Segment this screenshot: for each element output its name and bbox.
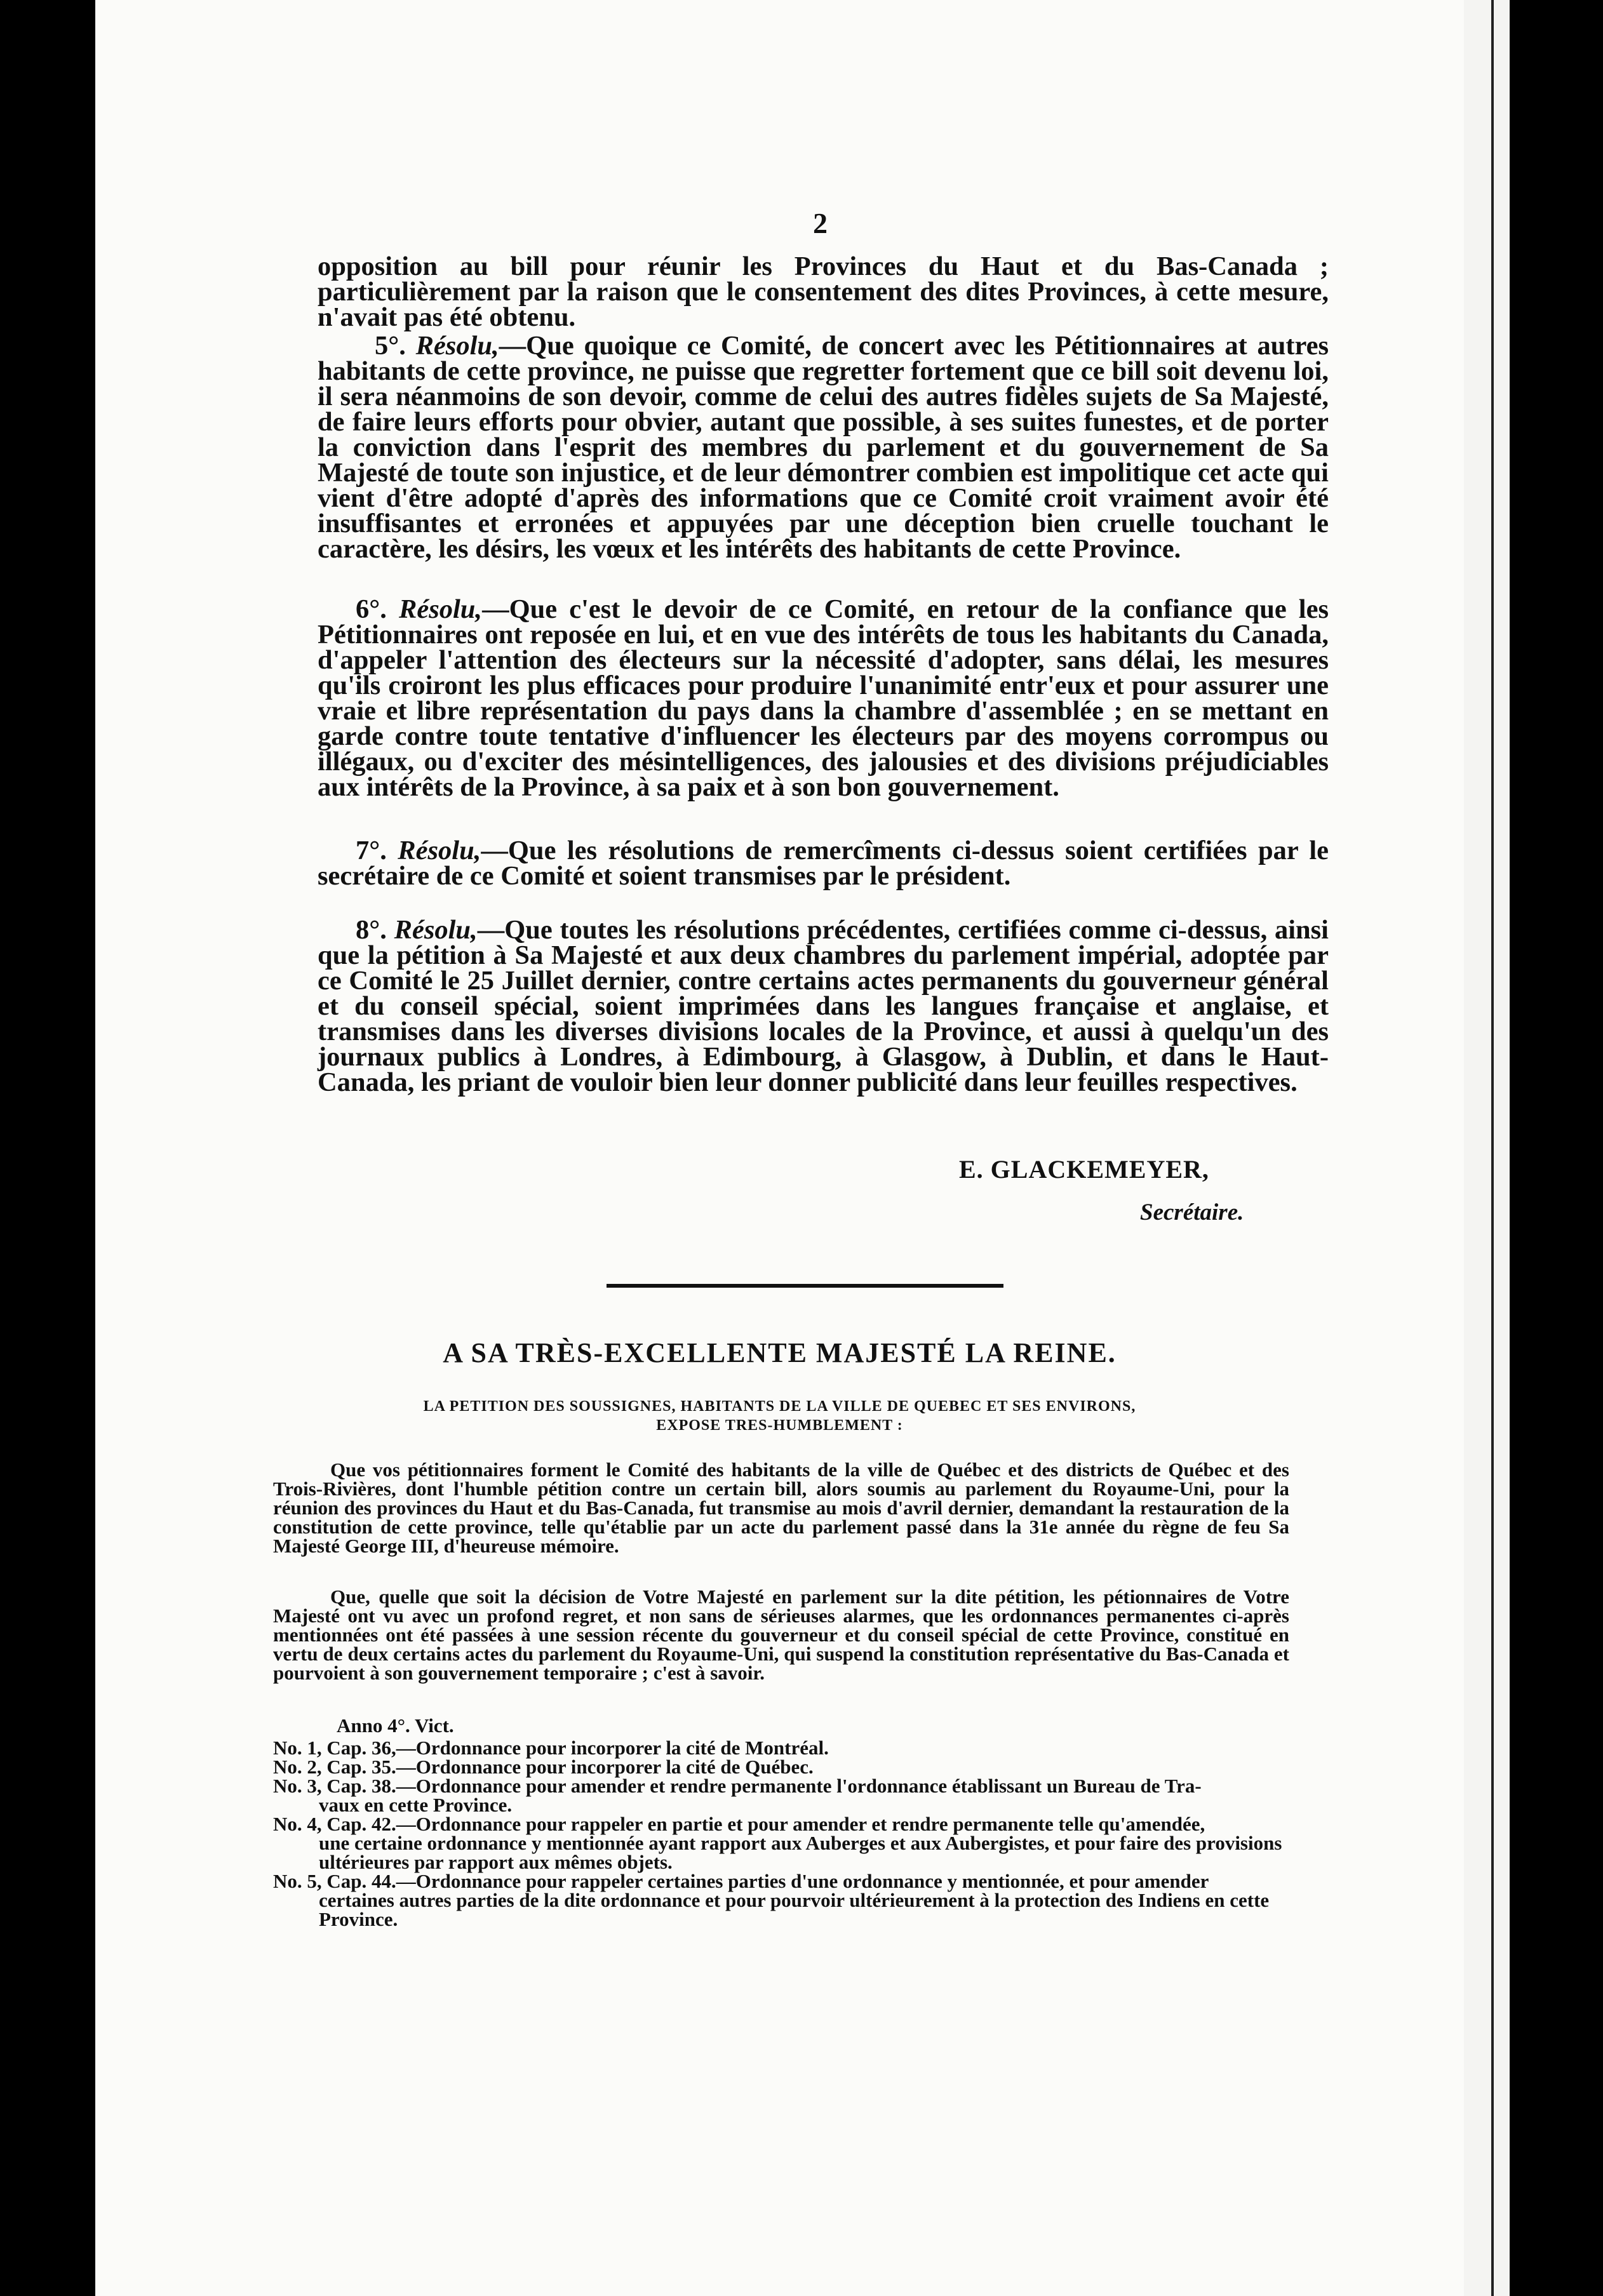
ordinance-text: —Ordonnance pour incorporer la cité de Montréal. bbox=[396, 1737, 829, 1759]
resolution-number: 7°. bbox=[356, 836, 387, 865]
resolution-number: 5°. bbox=[375, 331, 406, 361]
opening-paragraph bbox=[318, 251, 1329, 332]
resolution-5 bbox=[318, 333, 1329, 562]
page-number: 2 bbox=[813, 207, 828, 239]
list-item bbox=[273, 1739, 1289, 1758]
resolution-text: —Que les résolutions de remercîments ci-dessus soient certifiées par le secrétaire de ce Comité et soient transmises par le président. bbox=[318, 836, 1329, 891]
resolution-heading: Résolu, bbox=[415, 331, 499, 361]
petition-paragraph-1: Que vos pétitionnaires forment le Comité des habitants de la ville de Québec et des districts de Québec et des Trois-Rivières, dont l'humble pétition contre un certain bill, alors soumis au parlement du Royaume-Uni, pour la réunion des provinces du Haut et du Bas-Canada, fut transmise au mois d'avril dernier, demandant la restauration de la constitution de cette province, telle qu'établie par un acte du parlement passé dans la 31e année du règne de feu Sa Majesté George III, d'heureuse mémoire. bbox=[273, 1458, 1289, 1557]
resolution-number: 6°. bbox=[356, 594, 387, 624]
ordinance-ref: No. 2, Cap. 35. bbox=[273, 1756, 396, 1778]
resolution-number: 8°. bbox=[356, 915, 387, 945]
resolution-heading: Résolu, bbox=[398, 836, 481, 865]
ordinance-ref: No. 1, Cap. 36, bbox=[273, 1737, 396, 1759]
ordinance-list bbox=[273, 1739, 1289, 1929]
ordinance-ref: No. 5, Cap. 44. bbox=[273, 1870, 396, 1892]
ordinance-continuation: vaux en cette Province. bbox=[319, 1794, 513, 1816]
list-item bbox=[273, 1758, 1289, 1777]
resolution-heading: Résolu, bbox=[394, 915, 478, 945]
opening-text: opposition au bill pour réunir les Provinces du Haut et du Bas-Canada ; particulièrement par la raison que le consentement des dites Provinces, à cette mesure, n'avait pas été obtenu. bbox=[318, 251, 1329, 332]
facing-page-border bbox=[1491, 0, 1494, 2296]
ordinance-continuation: certaines autres parties de la dite ordonnance et pour pourvoir ultérieurement à la protection des Indiens en cette Province. bbox=[319, 1889, 1270, 1930]
list-item bbox=[273, 1777, 1289, 1815]
signature-title: Secrétaire. bbox=[1140, 1199, 1244, 1225]
ordinance-continuation: une certaine ordonnance y mentionnée ayant rapport aux Auberges et aux Aubergistes, et pour faire des provisions ultérieures par rapport aux mêmes objets. bbox=[319, 1832, 1282, 1873]
ordinance-ref: No. 3, Cap. 38. bbox=[273, 1775, 396, 1797]
list-item bbox=[273, 1872, 1289, 1929]
petition-title: A SA TRÈS-EXCELLENTE MAJESTÉ LA REINE. bbox=[443, 1337, 1117, 1368]
resolution-text: —Que quoique ce Comité, de concert avec les Pétitionnaires at autres habitants de cette province, ne puisse que regretter fortement que ce bill soit devenu loi, il sera néanmoins de son devoir, comme de celui des autres fidèles sujets de Sa Majesté, de faire leurs efforts pour obvier, autant que possible, à ses suites funestes, et de porter la conviction dans l'esprit des membres du parlement et du gouvernement de Sa Majesté de toute son injustice, et de leur démontrer combien est impolitique cet acte qui vient d'être adopté d'après des informations que ce Comité croit vraiment avoir été insuffisantes et erronées et appuyées par une déception bien cruelle touchant le caractère, les désirs, les vœux et les intérêts des habitants de cette Province. bbox=[318, 331, 1329, 564]
petition-paragraph-2: Que, quelle que soit la décision de Votre Majesté en parlement sur la dite pétition, les pétionnaires de Votre Majesté ont vu avec un profond regret, et non sans de sérieuses alarmes, que les ordonnances permanentes ci-après mentionnées ont été passées à une session récente du gouverneur et du conseil spécial de cette Province, constitué en vertu de deux certains actes du parlement du Royaume-Uni, qui suspend la constitution représentative du Bas-Canada et pourvoient à son gouvernement temporaire ; c'est à savoir. bbox=[273, 1585, 1289, 1684]
resolution-7 bbox=[318, 838, 1329, 889]
ordinance-text: —Ordonnance pour incorporer la cité de Québec. bbox=[396, 1756, 814, 1778]
facing-page-edge bbox=[1464, 0, 1510, 2296]
signature-name: E. GLACKEMEYER, bbox=[959, 1155, 1209, 1184]
resolution-8 bbox=[318, 915, 1329, 1097]
petition-subtitle: LA PETITION DES SOUSSIGNES, HABITANTS DE LA VILLE DE QUEBEC ET SES ENVIRONS, bbox=[423, 1398, 1136, 1415]
ordinance-text: —Ordonnance pour amender et rendre permanente l'ordonnance établissant un Bureau de Tra- bbox=[396, 1775, 1202, 1797]
resolution-text: —Que toutes les résolutions précédentes, certifiées comme ci-dessus, ainsi que la pétition à Sa Majesté et aux deux chambres du parlement impérial, adoptée par ce Comité le 25 Juillet dernier, contre certains actes permanents du gouverneur général et du conseil spécial, soient imprimées dans les langues française et anglaise, et transmises dans les diverses divisions locales de la Province, et aussi à quelqu'un des journaux publics à Londres, à Edimbourg, à Glasgow, à Dublin, et dans le Haut-Canada, les priant de vouloir bien leur donner publicité dans leur feuilles respectives. bbox=[318, 915, 1329, 1097]
petition-subtitle-2: EXPOSE TRES-HUMBLEMENT : bbox=[656, 1417, 903, 1434]
resolution-heading: Résolu, bbox=[398, 594, 483, 624]
anno-line: Anno 4°. Vict. bbox=[337, 1714, 454, 1737]
separator-rule bbox=[607, 1284, 1003, 1288]
list-item bbox=[273, 1815, 1289, 1872]
ordinance-ref: No. 4, Cap. 42. bbox=[273, 1813, 396, 1835]
resolution-6 bbox=[318, 594, 1329, 802]
ordinance-text: —Ordonnance pour rappeler en partie et pour amender et rendre permanente telle qu'amendée, bbox=[396, 1813, 1205, 1835]
ordinance-text: —Ordonnance pour rappeler certaines parties d'une ordonnance y mentionnée, et pour amender bbox=[396, 1870, 1209, 1892]
resolution-text: —Que c'est le devoir de ce Comité, en retour de la confiance que les Pétitionnaires ont reposée en lui, et en vue des intérêts de tous les habitants du Canada, d'appeler l'attention des électeurs sur la nécessité d'adopter, sans délai, les mesures qu'ils croiront les plus efficaces pour produire l'unanimité entr'eux et pour assurer une vraie et libre représentation du pays dans la chambre d'assemblée ; en se mettant en garde contre toute tentative d'influencer les électeurs par des moyens corrompus ou illégaux, ou d'exciter des mésintelligences, des jalousies et des divisions préjudiciables aux intérêts de la Province, à sa paix et à son bon gouvernement. bbox=[318, 594, 1329, 802]
